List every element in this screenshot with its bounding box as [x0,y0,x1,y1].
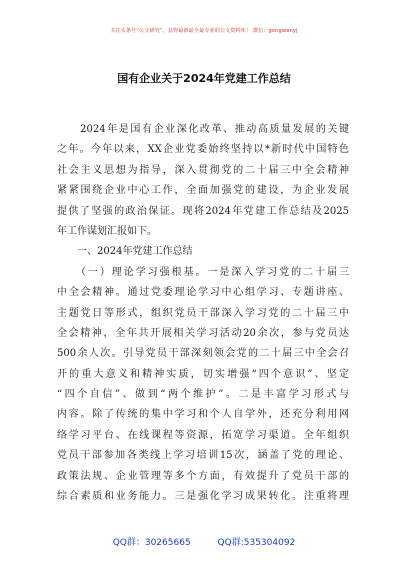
body-line: 党员干部参加各类线上学习培训15次，涵盖了党的理论、 [57,450,349,462]
document-title: 国有企业关于2024年党建工作总结 [117,72,291,85]
body-line: 内容。除了传统的集中学习和个人自学外，还充分利用网 [57,409,349,421]
body-line: （一）理论学习强根基。一是深入学习党的二十届三 [57,266,349,278]
body-line: 紧紧围绕企业中心工作，全面加强党的建设，为企业发展 [57,185,349,197]
body-line: 开的重大意义和精神实质，切实增强“四个意识”、坚定 [57,368,349,380]
qq-group-2: QQ群:535304092 [217,538,296,548]
body-line: 之年。今年以来，XX企业党委始终坚持以*新时代中国特色 [57,144,349,156]
document-body [57,120,349,507]
body-line: 政策法规、企业管理等多个方面，有效提升了党员干部的 [57,470,349,482]
header-banner: 关注头条号“公文研究”，获得最新最全最专业的公文资料库！ 微信：gongwenyj [110,28,298,34]
body-line: 社会主义思想为指导，深入贯彻党的二十届三中全会精神 [57,164,349,176]
body-line: “四个自信”、做到“两个维护”。二是丰富学习形式与 [57,389,349,401]
body-line: 提供了坚强的政治保证。现将2024年党建工作总结及2025 [57,205,349,217]
body-line: 全会精神，全年共开展相关学习活动20余次，参与党员达 [57,327,349,339]
footer-contact [0,535,408,548]
body-line: 年工作谋划汇报如下。 [57,225,157,237]
qq-group-1: QQ群：30265665 [112,538,191,548]
body-line: 络学习平台、在线课程等资源，拓宽学习渠道。全年组织 [57,429,349,441]
body-line: 500余人次。引导党员干部深刻领会党的二十届三中全会召 [57,348,349,360]
body-line: 2024年是国有企业深化改革、推动高质量发展的关键 [57,124,349,135]
section-heading: 一、2024年党建工作总结 [57,246,193,258]
body-line: 综合素质和业务能力。三是强化学习成果转化。注重将理 [57,491,349,503]
body-line: 中全会精神。通过党委理论学习中心组学习、专题讲座、 [57,287,349,299]
body-line: 主题党日等形式，组织党员干部深入学习党的二十届三中 [57,307,349,319]
